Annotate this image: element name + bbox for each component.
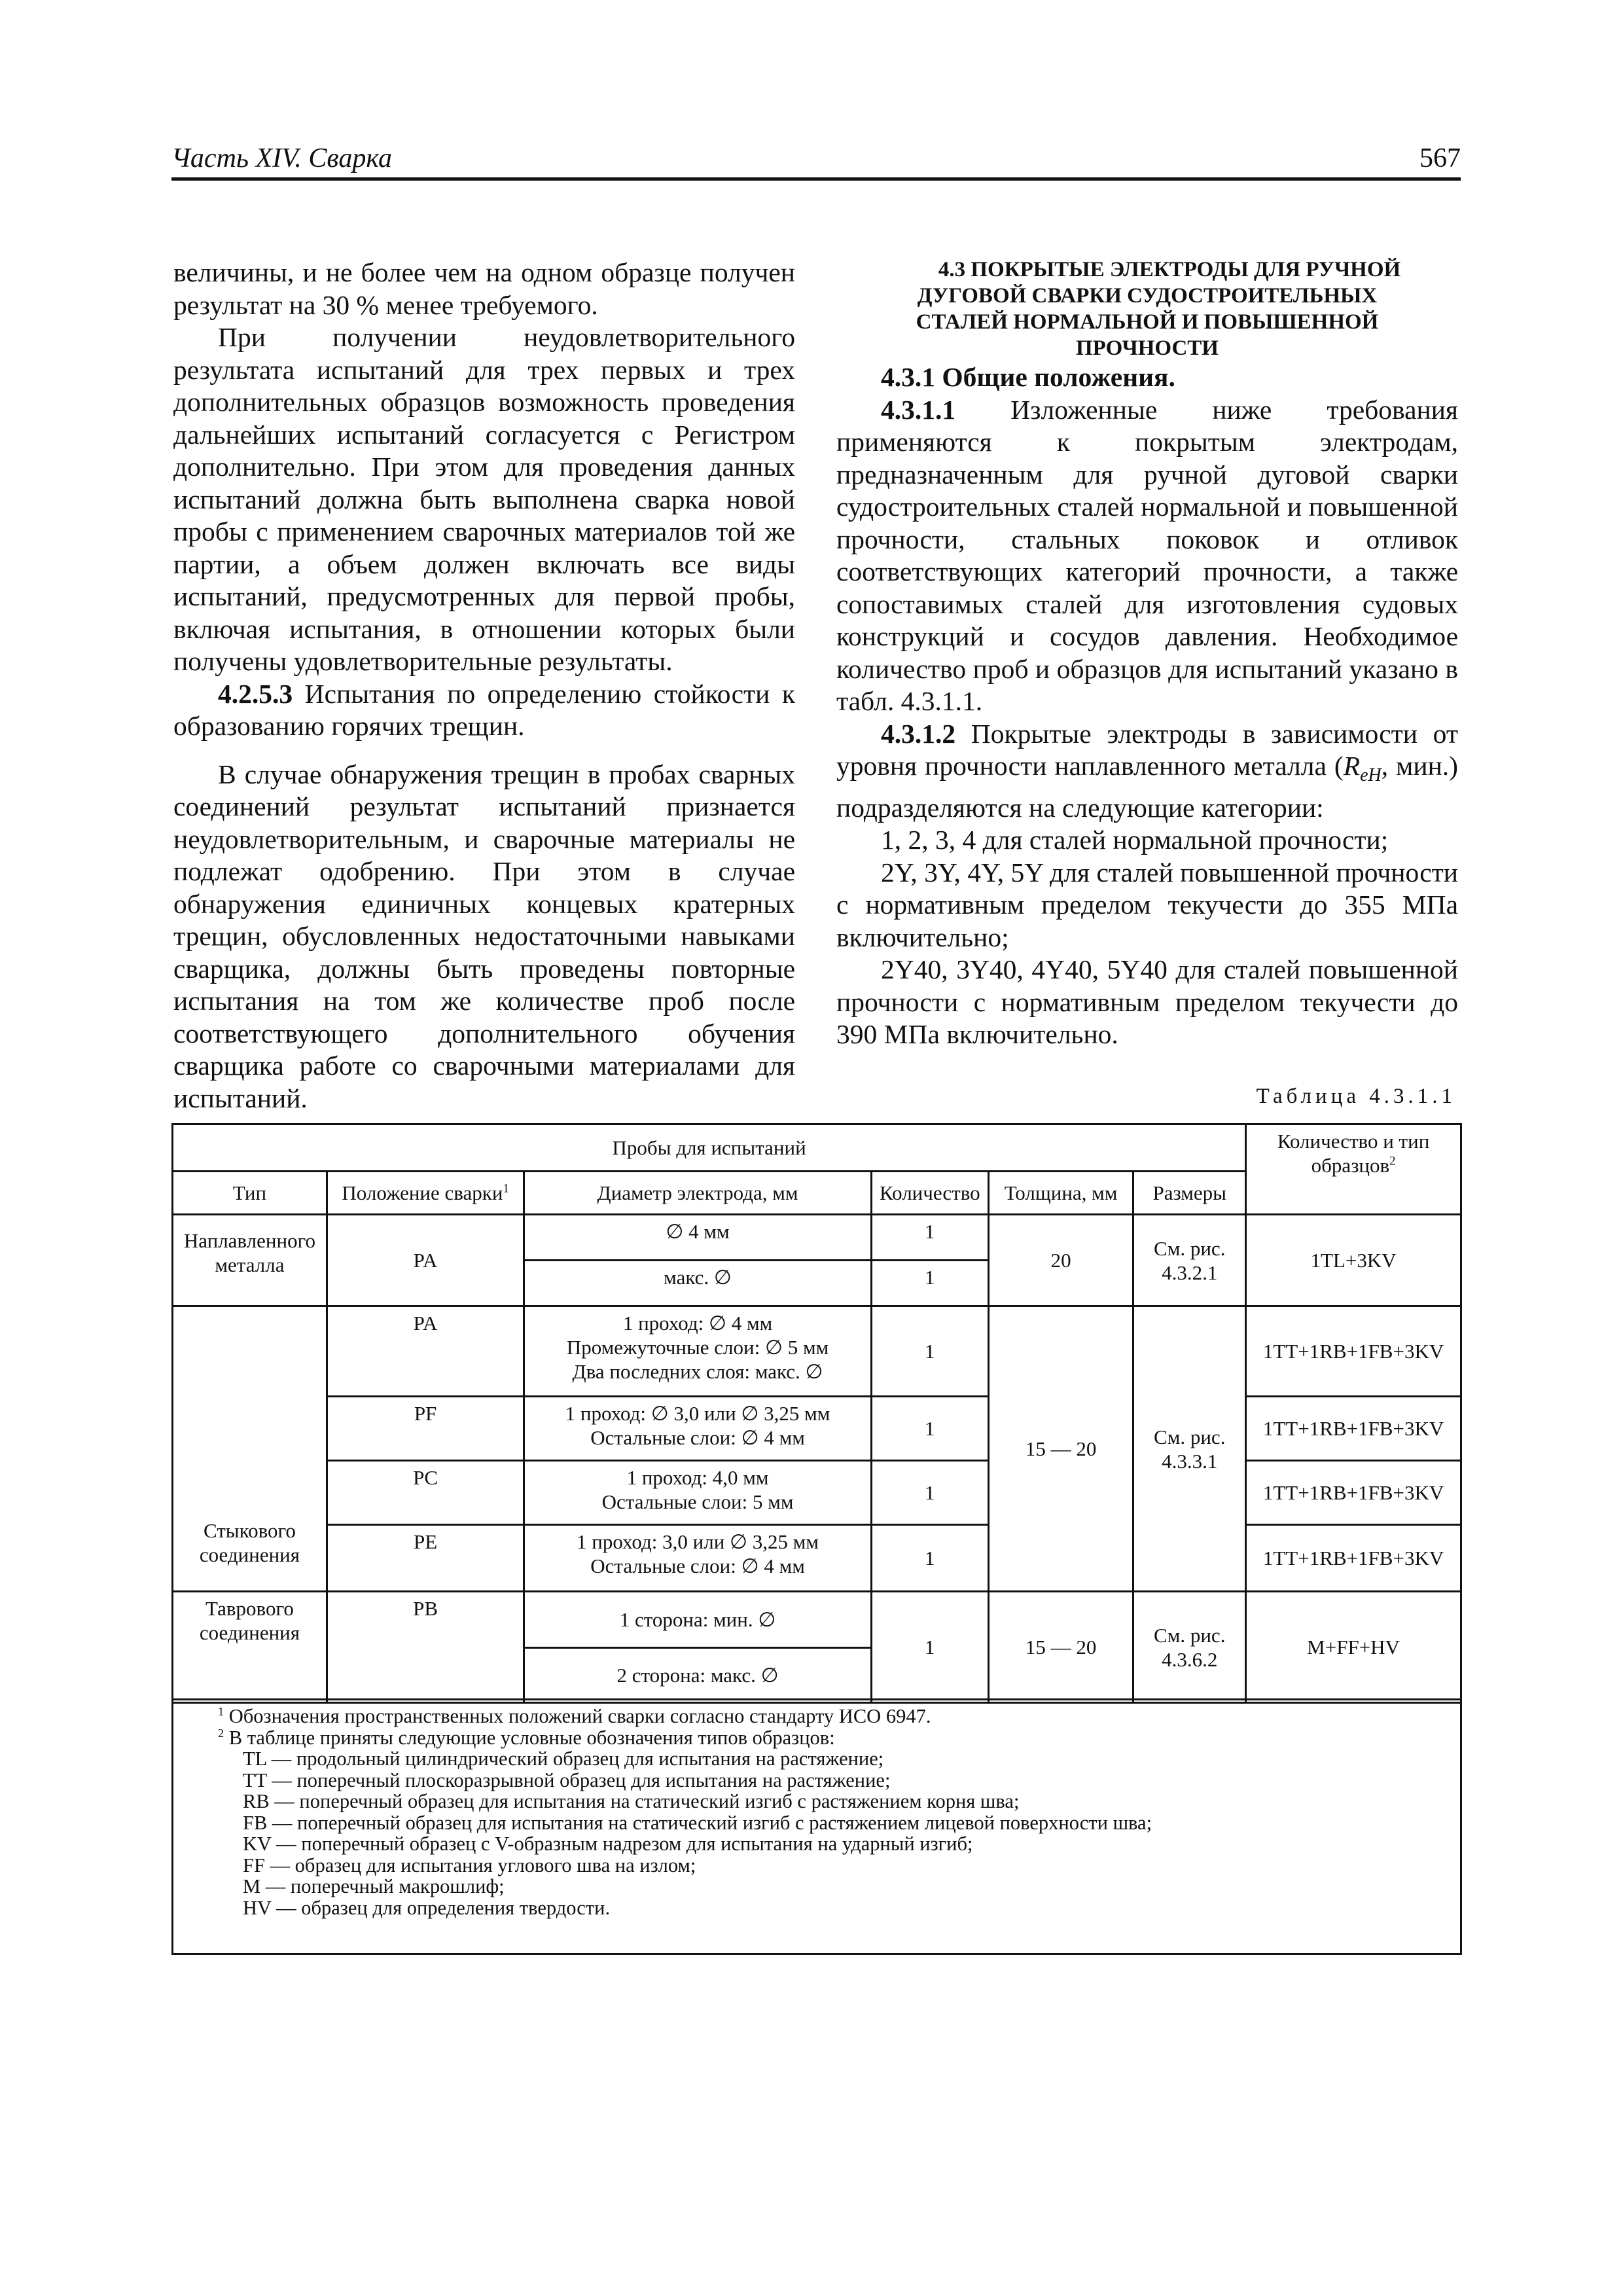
cell-quantity: 1 — [871, 1215, 988, 1261]
col-header-position-text: Положение сварки — [342, 1181, 503, 1204]
table-row — [173, 1461, 1461, 1525]
legend-item: FF — образец для испытания углового шва на излом; — [243, 1854, 696, 1876]
diameter-line: Остальные слои: ∅ 4 мм — [590, 1554, 805, 1577]
cell-thickness: 20 — [988, 1215, 1133, 1306]
diameter-line: Остальные слои: ∅ 4 мм — [590, 1426, 805, 1449]
clause-text: Покрытые электроды в зависимости от уровня прочности наплавленного металла ( — [836, 718, 1458, 781]
table-header-row — [173, 1124, 1461, 1172]
diameter-line: 1 проход: ∅ 4 мм — [622, 1312, 773, 1335]
cell-diameter — [524, 1461, 872, 1525]
legend-item: FB — поперечный образец для испытания на статический изгиб с растяжением лицевой поверхности шва; — [243, 1811, 1152, 1834]
clause-number: 4.3.1.2 — [881, 718, 956, 749]
paragraph: 2Y, 3Y, 4Y, 5Y для сталей повышенной прочности с нормативным пределом текучести до 355 МПа включительно; — [836, 857, 1458, 952]
table-row — [173, 1525, 1461, 1592]
cell-diameter — [524, 1525, 872, 1592]
paragraph — [836, 394, 1458, 718]
cell-diameter: ∅ 4 мм — [524, 1215, 872, 1261]
diameter-line: 1 проход: 3,0 или ∅ 3,25 мм — [577, 1530, 819, 1553]
reh-subscript: eH — [1360, 765, 1382, 786]
legend-item: RB — поперечный образец для испытания на статический изгиб с растяжением корня шва; — [243, 1790, 1020, 1812]
reh-symbol: R — [1343, 751, 1361, 781]
footnote-text: В таблице приняты следующие условные обозначения типов образцов: — [224, 1726, 835, 1749]
legend-item: KV — поперечный образец с V-образным надрезом для испытания на ударный изгиб; — [243, 1833, 973, 1855]
cell-quantity: 1 — [871, 1592, 988, 1703]
header-rule — [171, 177, 1461, 181]
header-count-type-text: Количество и тип образцов — [1277, 1130, 1430, 1177]
cell-position: PF — [327, 1397, 524, 1461]
footnote-mark: 2 — [218, 1726, 224, 1740]
cell-size: См. рис. 4.3.6.2 — [1133, 1592, 1246, 1703]
cell-size: См. рис. 4.3.3.1 — [1133, 1306, 1246, 1592]
cell-specimens: M+FF+HV — [1246, 1592, 1461, 1703]
cell-position: PC — [327, 1461, 524, 1525]
legend-item: TT — поперечный плоскоразрывной образец для испытания на растяжение; — [243, 1768, 891, 1791]
cell-quantity: 1 — [871, 1261, 988, 1306]
cell-position: PA — [327, 1306, 524, 1397]
section-heading: 4.3 ПОКРЫТЫЕ ЭЛЕКТРОДЫ ДЛЯ РУЧНОЙ ДУГОВОЙ СВАРКИ СУДОСТРОИТЕЛЬНЫХ СТАЛЕЙ НОРМАЛЬНОЙ И ПОВЫШЕННОЙ ПРОЧНОСТИ — [916, 258, 1401, 360]
cell-specimens: 1TT+1RB+1FB+3KV — [1246, 1397, 1461, 1461]
paragraph: 2Y40, 3Y40, 4Y40, 5Y40 для сталей повышенной прочности с нормативным пределом текучести до 390 МПа включительно. — [836, 954, 1458, 1050]
cell-diameter — [524, 1306, 872, 1397]
paragraph: 1, 2, 3, 4 для сталей нормальной прочности; — [881, 825, 1389, 855]
clause-number: 4.2.5.3 — [218, 678, 293, 709]
cell-size: См. рис. 4.3.2.1 — [1133, 1215, 1246, 1306]
cell-specimens: 1TT+1RB+1FB+3KV — [1246, 1306, 1461, 1397]
table-footnotes — [171, 1698, 1462, 1955]
diameter-line: 1 проход: 4,0 мм — [626, 1466, 769, 1489]
header-count-type — [1246, 1124, 1461, 1215]
cell-type: Стыкового соединения — [173, 1306, 327, 1592]
cell-quantity: 1 — [871, 1306, 988, 1397]
table-label: Таблица 4.3.1.1 — [1256, 1085, 1456, 1108]
paragraph: При получении неудовлетворительного результата испытаний для трех первых и трех дополнительных образцов возможность проведения дальнейших испытаний согласуется с Регистром дополнительно. При этом для проведения данных испытаний должна быть выполнена сварка новой пробы с применением сварочных материалов той же партии, а объем должен включать все виды испытаний, предусмотренных для первой пробы, включая испытания, в отношении которых были получены удовлетворительные результаты. — [173, 322, 795, 676]
table-row — [173, 1306, 1461, 1397]
col-header-diameter: Диаметр электрода, мм — [524, 1172, 872, 1215]
cell-specimens: 1TL+3KV — [1246, 1215, 1461, 1306]
cell-quantity: 1 — [871, 1461, 988, 1525]
legend-item: M — поперечный макрошлиф; — [243, 1875, 505, 1897]
cell-specimens: 1TT+1RB+1FB+3KV — [1246, 1461, 1461, 1525]
col-header-quantity: Количество — [871, 1172, 988, 1215]
cell-type: Наплавленного металла — [173, 1215, 327, 1306]
right-column — [836, 257, 1458, 1051]
cell-position: PA — [327, 1215, 524, 1306]
clause-text: Испытания по определению стойкости к образованию горячих трещин. — [173, 678, 795, 741]
cell-specimens: 1TT+1RB+1FB+3KV — [1246, 1525, 1461, 1592]
cell-type: Таврового соединения — [173, 1592, 327, 1703]
page-number: 567 — [1419, 143, 1461, 173]
cell-quantity: 1 — [871, 1525, 988, 1592]
clause-number: 4.3.1.1 — [881, 394, 956, 425]
col-header-thickness: Толщина, мм — [988, 1172, 1133, 1215]
cell-position: PE — [327, 1525, 524, 1592]
running-header-title: Часть XIV. Сварка — [171, 143, 392, 173]
table-row — [173, 1397, 1461, 1461]
diameter-line: Два последних слоя: макс. ∅ — [572, 1360, 823, 1383]
col-header-position — [327, 1172, 524, 1215]
footnote — [218, 1727, 1460, 1749]
left-column — [173, 257, 795, 1115]
paragraph: В случае обнаружения трещин в пробах сварных соединений результат испытаний признается неудовлетворительным, и сварочные материалы не подлежат одобрению. При этом в случае обнаружения единичных концевых кратерных трещин, обусловленных недостаточными навыками сварщика, должны быть проведены повторные испытания на том же количестве проб после соответствующего дополнительного обучения сварщика работе со сварочными материалами для испытаний. — [173, 759, 795, 1113]
clause-text: , мин.) подразделяются на следующие категории: — [836, 751, 1458, 823]
clause-text: Изложенные ниже требования применяются к покрытым электродам, предназначенным для ручной дуговой сварки судостроительных сталей нормальной и повышенной прочности, стальных поковок и отливок соответствующих категорий прочности, а также сопоставимых сталей для изготовления судовых конструкций и сосудов давления. Необходимое количество проб и образцов для испытаний указано в табл. 4.3.1.1. — [836, 394, 1458, 716]
footnote-mark: 2 — [1389, 1154, 1396, 1168]
cell-thickness: 15 — 20 — [988, 1306, 1133, 1592]
cell-diameter: макс. ∅ — [524, 1261, 872, 1306]
paragraph — [836, 718, 1458, 825]
diameter-line: Промежуточные слои: ∅ 5 мм — [566, 1336, 829, 1359]
cell-diameter — [524, 1397, 872, 1461]
table-row — [173, 1215, 1461, 1261]
header-group: Пробы для испытаний — [173, 1124, 1246, 1172]
legend-item: TL — продольный цилиндрический образец для испытания на растяжение; — [243, 1748, 884, 1770]
paragraph: величины, и не более чем на одном образце получен результат на 30 % менее требуемого. — [173, 257, 795, 320]
legend-item: HV — образец для определения твердости. — [243, 1896, 611, 1919]
col-header-size: Размеры — [1133, 1172, 1246, 1215]
footnote — [218, 1706, 1460, 1727]
subheading — [836, 361, 1458, 394]
diameter-line: 1 проход: ∅ 3,0 или ∅ 3,25 мм — [565, 1402, 830, 1425]
footnote-mark: 1 — [218, 1704, 224, 1718]
cell-quantity: 1 — [871, 1397, 988, 1461]
cell-thickness: 15 — 20 — [988, 1592, 1133, 1703]
cell-diameter: 2 сторона: макс. ∅ — [524, 1648, 872, 1703]
table-row — [173, 1592, 1461, 1648]
requirements-table — [171, 1123, 1462, 1704]
cell-position: PB — [327, 1592, 524, 1703]
diameter-line: Остальные слои: 5 мм — [601, 1490, 794, 1513]
subheading-text: 4.3.1 Общие положения. — [881, 362, 1175, 392]
footnote-mark: 1 — [503, 1181, 509, 1196]
col-header-type: Тип — [173, 1172, 327, 1215]
footnote-text: Обозначения пространственных положений сварки согласно стандарту ИСО 6947. — [224, 1705, 931, 1727]
paragraph — [173, 678, 795, 743]
cell-diameter: 1 сторона: мин. ∅ — [524, 1592, 872, 1648]
